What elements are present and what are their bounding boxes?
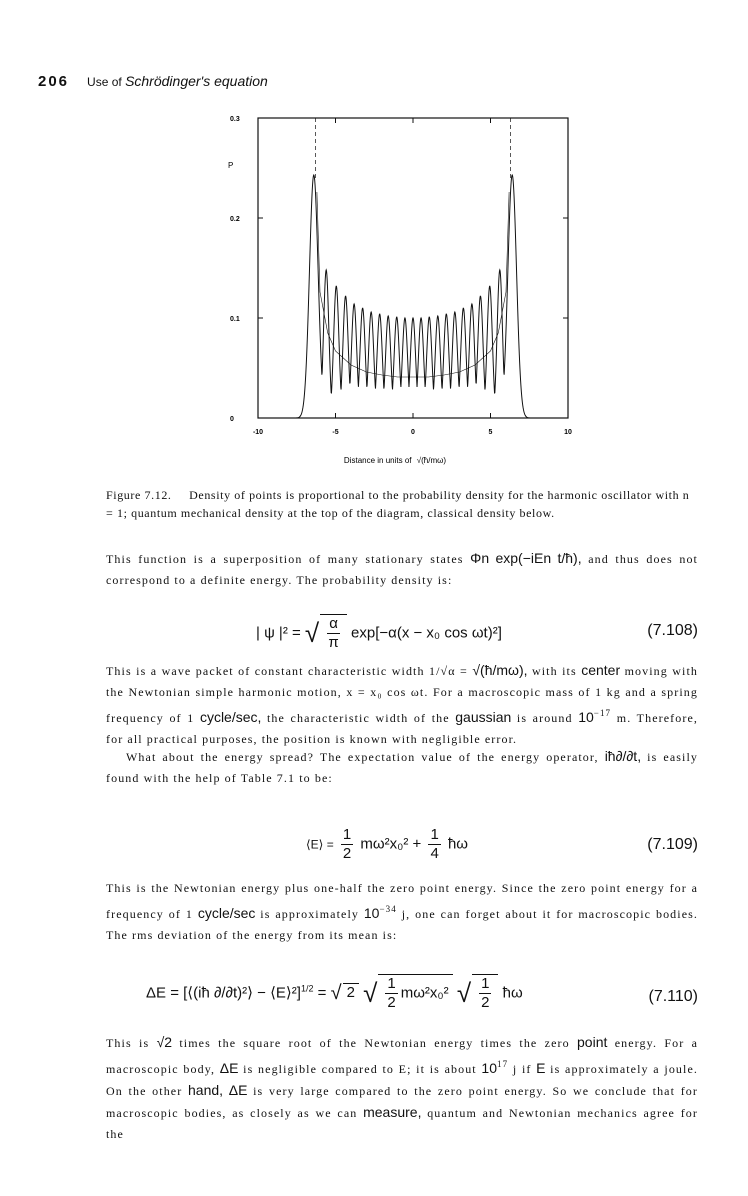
eq109-number: (7.109) xyxy=(647,836,698,853)
eq108-frac-top: α xyxy=(329,615,338,632)
eq110-frac1-bot: 2 xyxy=(387,994,396,1011)
eq110-frac2-top: 1 xyxy=(481,975,490,992)
paragraph-4 xyxy=(106,878,698,946)
p2-text-c: moving with the Newtonian simple harmonic motion, x = x₀ cos ωt. For a macroscopic mass of 1 kg and a spring frequency of 1 xyxy=(106,664,698,725)
plot-frame xyxy=(258,118,568,418)
eq110-root-1 xyxy=(378,974,452,1012)
eq110-number: (7.110) xyxy=(648,988,698,1005)
running-title-italic: Schrödinger's equation xyxy=(125,73,268,89)
paragraph-2 xyxy=(106,660,698,750)
p3-text-b: is easily found with the help of Table 7.1 to be: xyxy=(106,750,698,785)
y-tick-label: 0.2 xyxy=(230,216,240,223)
eq109-lhs: ⟨E⟩ = xyxy=(306,837,334,852)
eq108-body xyxy=(256,614,502,652)
probability-density-figure xyxy=(200,96,590,476)
figure-caption xyxy=(106,486,698,522)
y-tick-label: 0.1 xyxy=(230,316,240,323)
eq108-rhs: exp[−α(x − x₀ cos ωt)²] xyxy=(351,624,502,642)
p2-gaussian: gaussian xyxy=(455,709,512,725)
p5-text-c: energy. For a macroscopic body, xyxy=(106,1036,699,1076)
eq109-end: ħω xyxy=(447,835,469,853)
x-axis-label-unit: √(ħ/mω) xyxy=(416,456,447,465)
x-tick-label: 10 xyxy=(564,429,572,436)
p5-measure: measure, xyxy=(363,1104,422,1120)
quantum-density-curve xyxy=(258,175,568,418)
p3-text-a: What about the energy spread? The expectation value of the energy operator, xyxy=(126,750,599,764)
p4-exp-base: 10 xyxy=(363,905,380,921)
eq109-frac1-bot: 2 xyxy=(342,845,352,862)
p5-delta-e-1: ΔE xyxy=(219,1060,239,1076)
x-tick-label: 5 xyxy=(488,429,493,436)
p5-text-d: is negligible compared to E; it is about xyxy=(243,1062,477,1076)
eq108-frac-bot: π xyxy=(328,634,339,651)
x-axis-label-text: Distance in units of xyxy=(343,456,412,465)
eq110-sqrt2: 2 xyxy=(343,983,359,1001)
p1-formula: Φn exp(−iEn t/ħ), xyxy=(470,550,582,566)
page-number: 206 xyxy=(38,73,70,90)
caption-text: Density of points is proportional to the probability density for the harmonic oscillator with n = 1; quantum mechanical density at the top of the diagram, classical density below. xyxy=(106,488,690,520)
eq110-fraction-1 xyxy=(385,975,397,1012)
p2-text-e: is around xyxy=(516,711,573,725)
p4-text-a: This is the Newtonian energy plus one-half the zero point energy. Since the zero point energy for a frequency of 1 xyxy=(106,881,698,921)
p5-text-b: times the square root of the Newtonian energy times the zero xyxy=(179,1036,570,1050)
p5-point: point xyxy=(577,1034,608,1050)
page-header xyxy=(38,73,268,93)
eq108-number: (7.108) xyxy=(647,622,698,639)
p4-text-b: is approximately xyxy=(260,907,359,921)
p2-exp: −17 xyxy=(593,708,612,718)
sqrt-sign: √ xyxy=(304,618,320,648)
p5-text-e: j if xyxy=(512,1062,532,1076)
p2-text-a: This is a wave packet of constant characteristic width 1/√α = xyxy=(106,664,468,678)
x-tick-label: 0 xyxy=(411,429,415,436)
p5-text-f: is approximately a joule. On the other xyxy=(106,1062,698,1098)
p2-text-f: m. Therefore, for all practical purposes, the position is known with negligible error. xyxy=(106,711,698,746)
classical-density-curve xyxy=(317,192,509,377)
eq110-body xyxy=(146,974,523,1012)
sqrt-sign: √ xyxy=(363,978,378,1008)
eq110-power: 1/2 xyxy=(300,983,314,994)
p5-sqrt2: √2 xyxy=(156,1034,173,1050)
p3-operator: iħ∂/∂t, xyxy=(604,748,642,764)
eq109-fraction-1 xyxy=(341,826,353,863)
eq109-fraction-2 xyxy=(428,826,440,863)
eq109-mid: mω²x₀² + xyxy=(360,835,422,853)
caption-label: Figure 7.12. xyxy=(106,488,172,502)
y-tick-label: 0 xyxy=(230,416,234,423)
p2-text-d: the characteristic width of the xyxy=(267,711,450,725)
eq110-fraction-2 xyxy=(479,975,491,1012)
eq110-frac2-bot: 2 xyxy=(481,994,490,1011)
eq109-frac1-top: 1 xyxy=(342,826,352,843)
p1-text-a: This function is a superposition of many stationary states xyxy=(106,552,464,566)
sqrt-sign: √ xyxy=(330,982,342,1004)
p5-energy: E xyxy=(536,1060,546,1076)
p2-formula: √(ħ/mω), xyxy=(472,662,528,678)
p4-cycle: cycle/sec xyxy=(197,905,256,921)
y-tick-label: 0.3 xyxy=(230,116,240,123)
paragraph-5 xyxy=(106,1032,698,1145)
eq110-end: ħω xyxy=(502,984,523,1002)
eq110-equals: = xyxy=(317,984,327,1002)
p5-exp: 17 xyxy=(496,1059,509,1069)
p5-text-g: is very large compared to the zero point energy. So we conclude that for macroscopic bodies, as closely as we can xyxy=(106,1084,698,1120)
equation-7-110 xyxy=(106,968,698,1024)
sqrt-sign: √ xyxy=(456,978,472,1008)
paragraph-1 xyxy=(106,548,698,591)
eq110-lhs: ΔE = xyxy=(146,984,179,1002)
p2-text-b: with its xyxy=(531,664,577,678)
p2-center: center xyxy=(581,662,621,678)
p5-text-a: This is xyxy=(106,1036,150,1050)
y-axis-label: P xyxy=(228,161,234,170)
p2-cycle: cycle/sec, xyxy=(199,709,262,725)
equation-7-109 xyxy=(106,822,698,870)
p5-hand: hand, xyxy=(188,1082,224,1098)
eq110-mid: mω²x₀² xyxy=(400,984,449,1002)
density-chart xyxy=(200,96,590,476)
p2-exp-base: 10 xyxy=(578,709,594,725)
x-tick-label: -10 xyxy=(252,429,264,436)
p5-exp-base: 10 xyxy=(481,1060,497,1076)
x-axis-label xyxy=(344,456,446,465)
x-tick-label: -5 xyxy=(332,429,339,436)
eq108-lhs: | ψ |² = xyxy=(256,624,301,642)
running-title xyxy=(87,73,268,89)
eq110-frac1-top: 1 xyxy=(387,975,396,992)
eq109-body xyxy=(306,826,468,863)
p4-text-c: j, one can forget about it for macroscopic bodies. The rms deviation of the energy from its mean is: xyxy=(106,907,699,942)
eq108-root xyxy=(320,614,347,652)
paragraph-3 xyxy=(106,746,698,789)
eq108-fraction xyxy=(327,615,340,652)
running-title-prefix: Use of xyxy=(87,75,122,89)
eq109-frac2-top: 1 xyxy=(430,826,439,843)
eq110-root-2 xyxy=(472,974,498,1012)
eq109-frac2-bot: 4 xyxy=(430,845,439,862)
equation-7-108 xyxy=(106,610,698,658)
eq110-bracket: [⟨(iħ ∂/∂t)²⟩ − ⟨E⟩²] xyxy=(183,984,301,1002)
p1-text-b: and thus does not correspond to a definite energy. The probability density is: xyxy=(106,552,698,587)
p5-delta-e-2: ΔE xyxy=(228,1082,248,1098)
p5-text-h: quantum and Newtonian mechanics agree for the xyxy=(106,1106,698,1141)
p4-exp: −34 xyxy=(379,904,397,914)
